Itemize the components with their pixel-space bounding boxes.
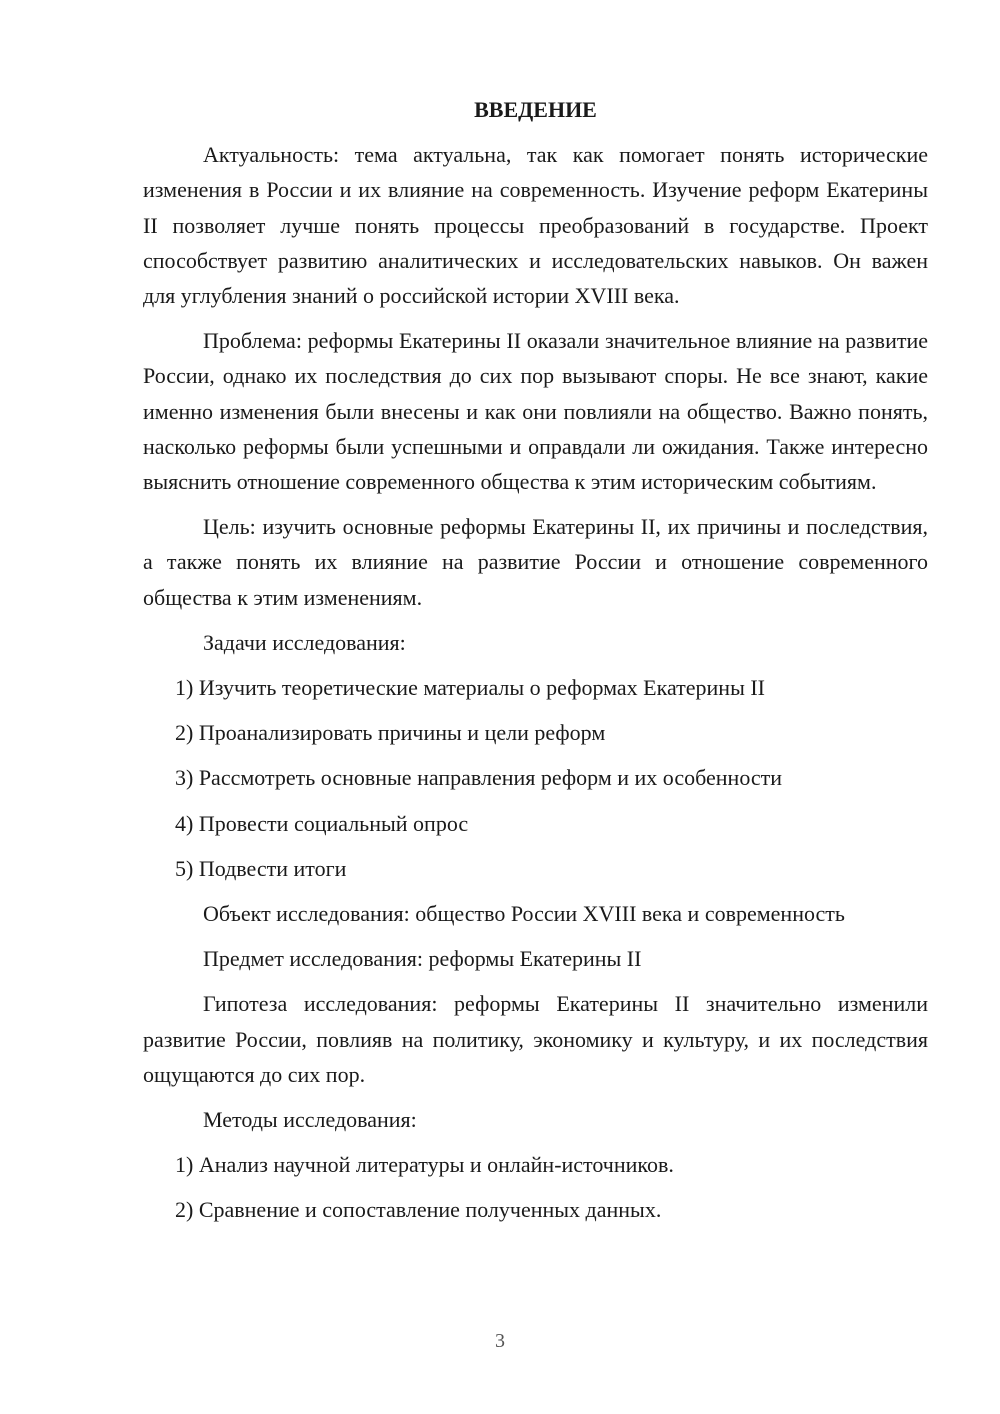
goal-paragraph: Цель: изучить основные реформы Екатерины II, их причины и последствия, а также понять их влияние на развитие России и отношение современного общества к этим изменениям.: [143, 514, 928, 610]
task-item: 2) Проанализировать причины и цели реформ: [175, 720, 606, 746]
method-item: 1) Анализ научной литературы и онлайн-источников.: [175, 1152, 674, 1178]
document-page: [143, 92, 928, 1238]
tasks-heading: Задачи исследования:: [203, 629, 406, 655]
task-item: 3) Рассмотреть основные направления реформ и их особенности: [175, 765, 783, 791]
page-number: 3: [495, 1330, 505, 1352]
section-title: ВВЕДЕНИЕ: [474, 97, 597, 122]
methods-heading: Методы исследования:: [203, 1107, 417, 1133]
task-item: 4) Провести социальный опрос: [175, 810, 469, 836]
method-item: 2) Сравнение и сопоставление полученных данных.: [175, 1197, 662, 1223]
object-line: Объект исследования: общество России XVIII века и современность: [203, 901, 845, 927]
hypothesis-paragraph: Гипотеза исследования: реформы Екатерины II значительно изменили развитие России, повлияв на политику, экономику и культуру, и их последствия ощущаются до сих пор.: [143, 991, 928, 1087]
relevance-paragraph: Актуальность: тема актуальна, так как помогает понять исторические изменения в России и их влияние на современность. Изучение реформ Екатерины II позволяет лучше понять процессы преобразований в государстве. Проект способствует развитию аналитических и исследовательских навыков. Он важен для углубления знаний о российской истории XVIII века.: [143, 142, 928, 309]
task-item: 1) Изучить теоретические материалы о реформах Екатерины II: [175, 675, 766, 701]
subject-line: Предмет исследования: реформы Екатерины II: [203, 946, 642, 972]
task-item: 5) Подвести итоги: [175, 855, 347, 881]
problem-paragraph: Проблема: реформы Екатерины II оказали значительное влияние на развитие России, однако их последствия до сих пор вызывают споры. Не все знают, какие именно изменения были внесены и как они повлияли на общество. Важно понять, насколько реформы были успешными и оправдали ли ожидания. Также интересно выяснить отношение современного общества к этим историческим событиям.: [143, 328, 928, 495]
